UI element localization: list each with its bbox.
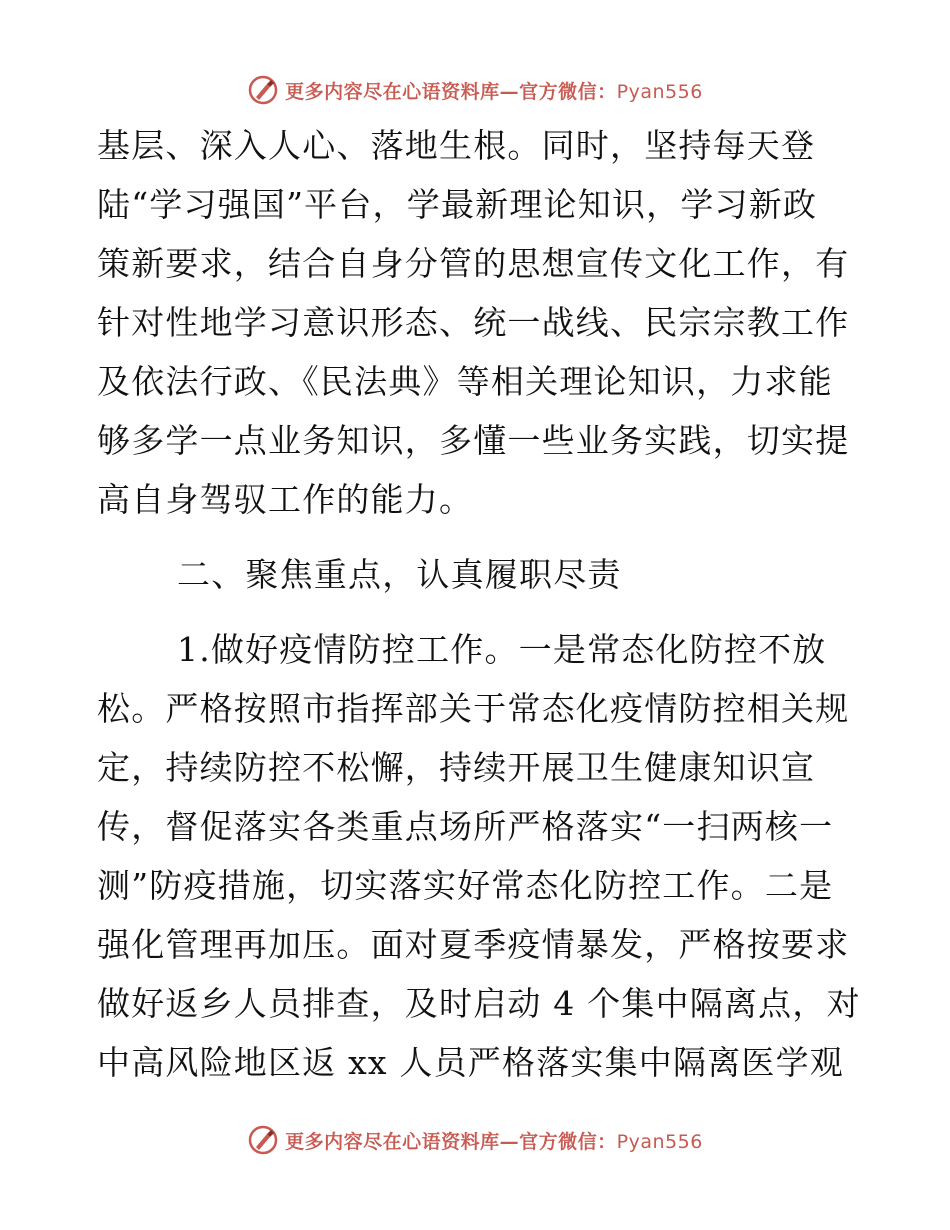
section-heading: 二、聚焦重点，认真履职尽责 [177,555,622,594]
pen-circle-icon [247,1124,279,1156]
text-line: 传，督促落实各类重点场所严格落实“一扫两核一 [97,807,834,846]
text-line: 陆“学习强国”平台，学最新理论知识，学习新政 [97,185,818,224]
text-line: 针对性地学习意识形态、统一战线、民宗宗教工作 [97,303,850,342]
watermark-header [0,70,950,110]
watermark-text: 更多内容尽在心语资料库—官方微信：Pyan556 [285,1130,703,1153]
text-line: 策新要求，结合自身分管的思想宣传文化工作，有 [97,244,850,283]
text-line: 做好返乡人员排查，及时启动 4 个集中隔离点，对 [97,984,861,1023]
text-line: 高自身驾驭工作的能力。 [97,480,474,519]
text-line: 及依法行政、《民法典》等相关理论知识，力求能 [97,362,833,401]
watermark-text: 更多内容尽在心语资料库—官方微信：Pyan556 [285,80,703,103]
text-line: 中高风险地区返 xx 人员严格落实集中隔离医学观 [97,1043,845,1082]
watermark-footer [0,1120,950,1160]
text-line: 松。严格按照市指挥部关于常态化疫情防控相关规 [97,689,850,728]
paragraph-1 [97,116,857,529]
text-line: 定，持续防控不松懈，持续开展卫生健康知识宣 [97,748,816,787]
text-line: 1.做好疫情防控工作。一是常态化防控不放 [177,630,827,669]
text-line: 测”防疫措施，切实落实好常态化防控工作。二是 [97,866,834,905]
document-body [97,116,861,1092]
paragraph-2 [97,620,861,1092]
text-line: 够多学一点业务知识，多懂一些业务实践，切实提 [97,421,850,460]
text-line: 基层、深入人心、落地生根。同时，坚持每天登 [97,126,816,165]
text-line: 强化管理再加压。面对夏季疫情暴发，严格按要求 [97,925,850,964]
pen-circle-icon [247,74,279,106]
